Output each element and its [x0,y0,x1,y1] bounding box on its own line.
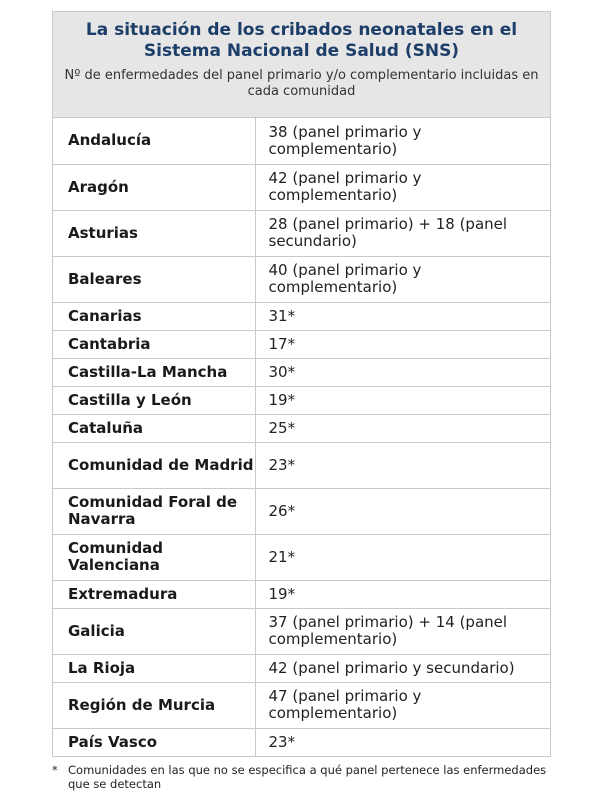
disease-count: 25* [255,414,550,442]
table-row [53,330,550,358]
footnote [52,763,552,791]
table-row [53,164,550,210]
disease-count: 23* [255,728,550,756]
disease-count: 40 (panel primario y complementario) [255,256,550,302]
disease-count: 31* [255,302,550,330]
region-name: Comunidad de Madrid [53,442,255,488]
region-name: Castilla y León [53,386,255,414]
region-name: Cataluña [53,414,255,442]
table-row [53,302,550,330]
region-name: Baleares [53,256,255,302]
footnote-mark: * [52,763,58,777]
region-table [53,118,550,756]
table-row [53,256,550,302]
region-name: Galicia [53,608,255,654]
table-header [53,12,550,118]
region-name: Canarias [53,302,255,330]
disease-count: 47 (panel primario y complementario) [255,682,550,728]
region-name: Asturias [53,210,255,256]
disease-count: 42 (panel primario y secundario) [255,654,550,682]
region-name: Extremadura [53,580,255,608]
footnote-text: Comunidades en las que no se especifica a qué panel pertenece las enfermedades que se detectan [68,763,547,791]
table-row [53,580,550,608]
screening-table-card [52,11,551,757]
region-name: Comunidad Foral de Navarra [53,488,255,534]
disease-count: 37 (panel primario) + 14 (panel complementario) [255,608,550,654]
region-name: La Rioja [53,654,255,682]
region-name: Comunidad Valenciana [53,534,255,580]
table-row [53,488,550,534]
region-name: Castilla-La Mancha [53,358,255,386]
table-row [53,210,550,256]
table-row [53,386,550,414]
page-title: La situación de los cribados neonatales en el Sistema Nacional de Salud (SNS) [85,20,518,61]
table-row [53,442,550,488]
table-row [53,118,550,164]
region-name: Aragón [53,164,255,210]
disease-count: 26* [255,488,550,534]
table-row [53,414,550,442]
region-name: Cantabria [53,330,255,358]
table-row [53,608,550,654]
disease-count: 21* [255,534,550,580]
disease-count: 42 (panel primario y complementario) [255,164,550,210]
disease-count: 38 (panel primario y complementario) [268,122,422,158]
disease-count: 17* [255,330,550,358]
disease-count: 19* [255,580,550,608]
table-row [53,728,550,756]
table-row [53,654,550,682]
disease-count: 30* [255,358,550,386]
disease-count: 23* [255,442,550,488]
region-name: Andalucía [53,118,255,164]
table-row [53,358,550,386]
table-row [53,534,550,580]
disease-count: 28 (panel primario) + 18 (panel secundario) [255,210,550,256]
table-row [53,682,550,728]
page-subtitle: Nº de enfermedades del panel primario y/o complementario incluidas en cada comunidad [64,68,539,99]
region-name: Región de Murcia [53,682,255,728]
disease-count: 19* [255,386,550,414]
region-name: País Vasco [53,728,255,756]
